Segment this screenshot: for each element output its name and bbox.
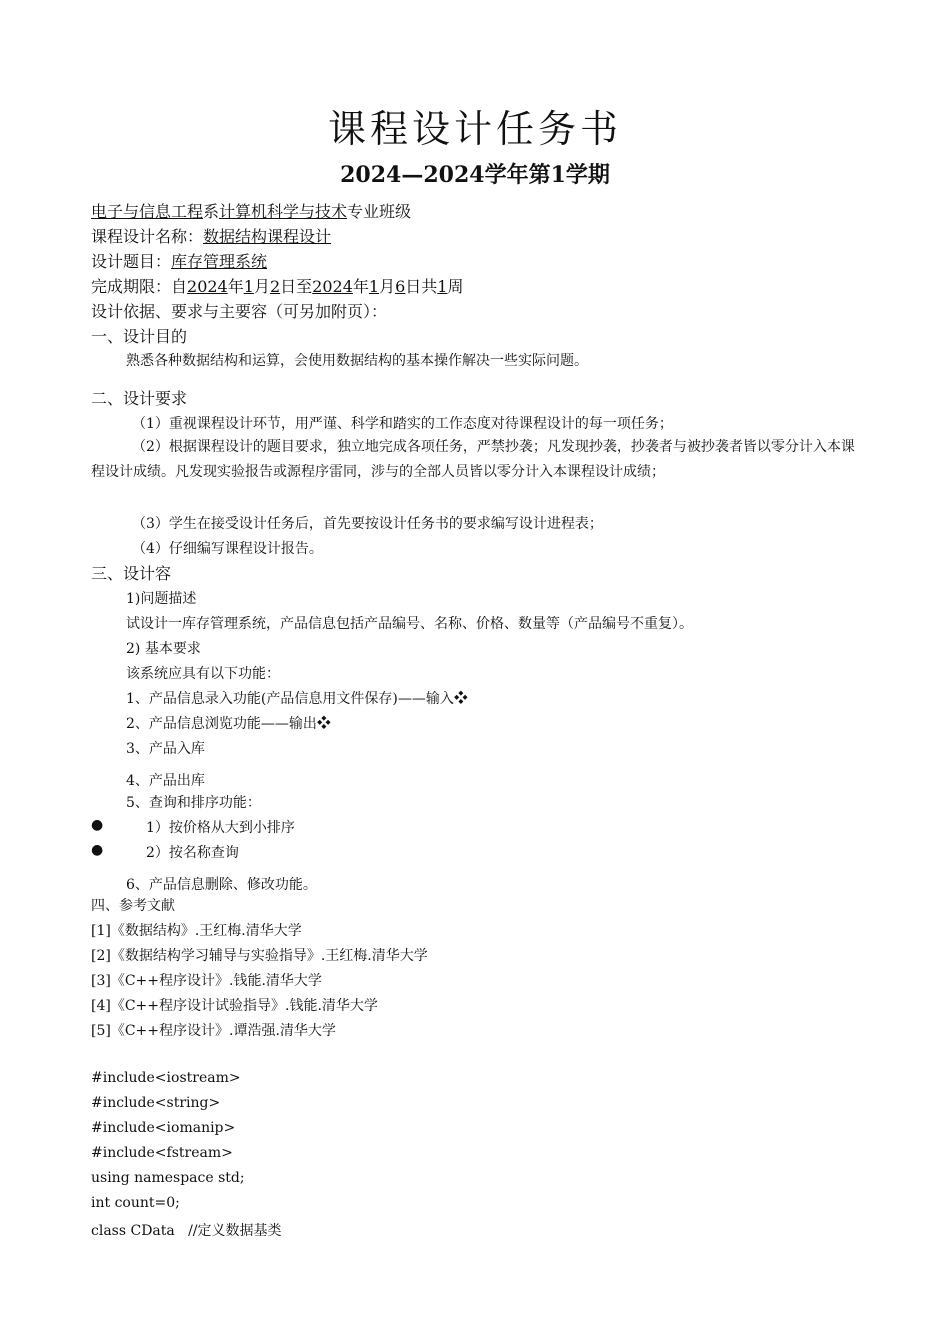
basic-req-heading: 2) 基本要求 <box>126 641 201 657</box>
page-subtitle: 2024—2024学年第1学期 <box>340 162 610 188</box>
function-item-2: 2、产品信息浏览功能——输出❖ <box>126 716 331 732</box>
function-item-6: 6、产品信息删除、修改功能。 <box>126 877 317 893</box>
function-item-4: 4、产品出库 <box>126 773 205 789</box>
course-line <box>91 226 331 248</box>
code-line: #include<fstream> <box>91 1145 233 1161</box>
start-month: 1 <box>243 277 254 296</box>
month-char: 月 <box>379 277 396 296</box>
major-name: 计算机科学与技术 <box>219 202 348 221</box>
year-char: 年 <box>352 277 369 296</box>
course-label: 课程设计名称： <box>91 227 204 246</box>
sub-item-1: 1）按价格从大到小排序 <box>146 820 295 836</box>
problem-heading: 1)问题描述 <box>126 591 197 607</box>
problem-text: 试设计一库存管理系统，产品信息包括产品编号、名称、价格、数量等（产品编号不重复）。 <box>126 616 693 632</box>
requirement-item-4: （4）仔细编写课程设计报告。 <box>132 541 323 557</box>
topic-name: 库存管理系统 <box>171 252 268 271</box>
sub-item-2: 2）按名称查询 <box>146 845 239 861</box>
department-line <box>91 201 411 223</box>
requirement-item-3: （3）学生在接受设计任务后，首先要按设计任务书的要求编写设计进程表； <box>132 516 603 532</box>
code-line: #include<iomanip> <box>91 1120 236 1136</box>
department-name: 电子与信息工程 <box>91 202 204 221</box>
basis-line: 设计依据、要求与主要容（可另加附页）： <box>91 302 388 321</box>
basic-req-text: 该系统应具有以下功能： <box>126 666 280 682</box>
reference-item: [2]《数据结构学习辅导与实验指导》.王红梅.清华大学 <box>91 948 428 964</box>
section1-heading: 一、设计目的 <box>91 327 188 346</box>
course-name: 数据结构课程设计 <box>203 227 332 246</box>
day-total-char: 日共 <box>405 277 438 296</box>
function-item-5: 5、查询和排序功能： <box>126 795 261 811</box>
start-day: 2 <box>269 277 281 296</box>
end-month: 1 <box>368 277 380 296</box>
reference-item: [3]《C++程序设计》.钱能.清华大学 <box>91 973 322 989</box>
day-to-char: 日至 <box>280 277 313 296</box>
requirement-item-1: （1）重视课程设计环节，用严谨、科学和踏实的工作态度对待课程设计的每一项任务； <box>132 416 673 432</box>
code-line: #include<iostream> <box>91 1070 241 1086</box>
period-label: 完成期限：自 <box>91 277 188 296</box>
code-line: #include<string> <box>91 1095 221 1111</box>
code-line: using namespace std; <box>91 1170 245 1186</box>
end-year: 2024 <box>312 277 353 296</box>
month-char: 月 <box>253 277 270 296</box>
topic-line <box>91 251 267 273</box>
code-line: class CData //定义数据基类 <box>91 1223 282 1239</box>
start-year: 2024 <box>187 277 228 296</box>
section3-heading: 三、设计容 <box>91 564 172 583</box>
major-suffix: 专业班级 <box>347 202 412 221</box>
year-char: 年 <box>227 277 244 296</box>
requirement-item-2: （2）根据课程设计的题目要求，独立地完成各项任务，严禁抄袭；凡发现抄袭，抄袭者与被抄袭者皆以零分计入本课程设计成绩。凡发现实验报告或源程序雷同，涉与的全部人员皆以零分计入本课程设计成绩； <box>91 439 855 480</box>
week-char: 周 <box>447 277 464 296</box>
function-item-3: 3、产品入库 <box>126 741 205 757</box>
reference-item: [1]《数据结构》.王红梅.清华大学 <box>91 923 302 939</box>
period-line <box>91 276 464 298</box>
section2-heading: 二、设计要求 <box>91 389 188 408</box>
end-day: 6 <box>395 277 406 296</box>
section1-text: 熟悉各种数据结构和运算，会使用数据结构的基本操作解决一些实际问题。 <box>126 353 588 369</box>
reference-item: [4]《C++程序设计试验指导》.钱能.清华大学 <box>91 998 378 1014</box>
weeks-count: 1 <box>437 277 448 296</box>
page-title: 课程设计任务书 <box>327 107 622 151</box>
reference-item: [5]《C++程序设计》.谭浩强.清华大学 <box>91 1023 336 1039</box>
function-item-1: 1、产品信息录入功能(产品信息用文件保存)——输入❖ <box>126 691 468 707</box>
code-line: int count=0; <box>91 1195 180 1211</box>
topic-label: 设计题目： <box>91 252 172 271</box>
bullet-dot-icon: ● <box>91 842 104 858</box>
bullet-dot-icon: ● <box>91 817 104 833</box>
section4-heading: 四、参考文献 <box>91 898 175 914</box>
department-suffix: 系 <box>203 202 220 221</box>
